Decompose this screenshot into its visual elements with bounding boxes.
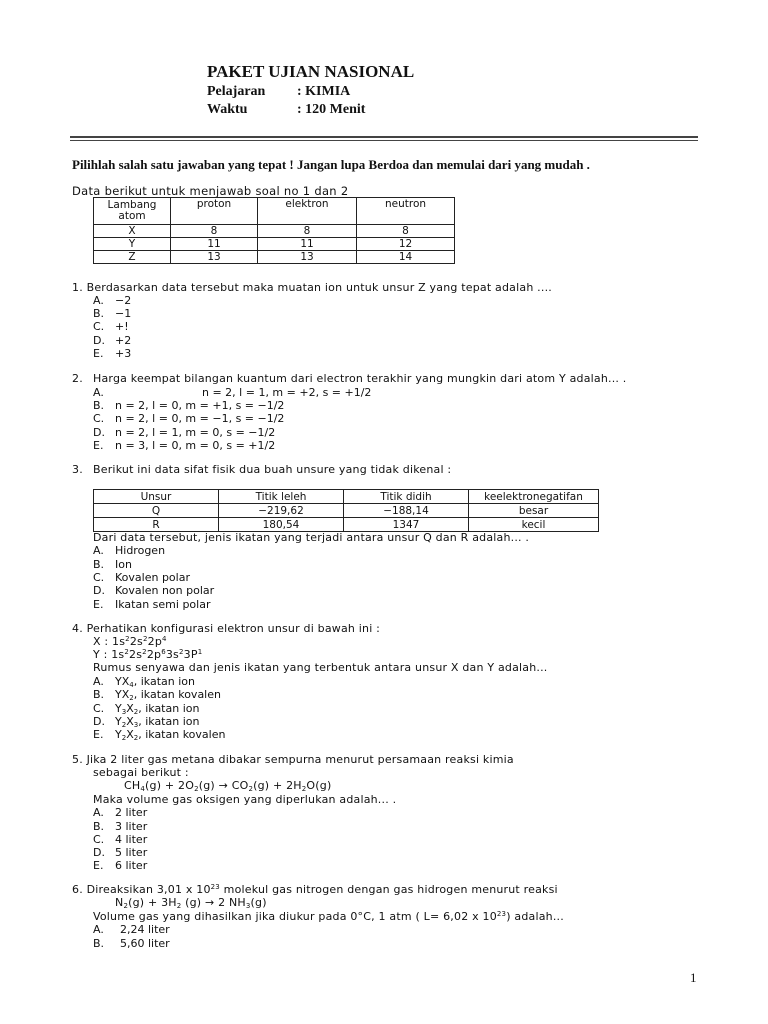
option-text: 2,24 liter (120, 923, 170, 936)
question-2-number: 2. (72, 372, 83, 385)
option-text: 5,60 liter (120, 937, 170, 950)
option-letter: A. (93, 806, 104, 819)
question-3-number: 3. (72, 463, 83, 476)
table-cell: 11 (258, 238, 357, 251)
option-text: n = 2, l = 1, m = +2, s = +1/2 (202, 386, 372, 399)
option-letter: A. (93, 294, 104, 307)
subject-value: : KIMIA (297, 84, 351, 99)
data-intro: Data berikut untuk menjawab soal no 1 dan 2 (72, 184, 349, 198)
option-text: +! (115, 320, 129, 333)
table-header-cell: Unsur (94, 490, 219, 504)
question-1-text: 1. Berdasarkan data tersebut maka muatan ion untuk unsur Z yang tepat adalah .... (72, 281, 552, 294)
option-text: n = 3, l = 0, m = 0, s = +1/2 (115, 439, 276, 452)
option-text: +3 (115, 347, 132, 360)
question-5-line2: sebagai berikut : (93, 766, 189, 779)
table-header-row (94, 490, 599, 504)
table-cell: 13 (258, 251, 357, 264)
option-text: $YX_4$, ikatan ion (115, 675, 195, 689)
option-text: +2 (115, 334, 132, 347)
header-divider (70, 136, 698, 138)
q6-question-a: Volume gas yang dihasilkan jika diukur pada 0°C, 1 atm ( L= 6,02 x 10 (93, 910, 497, 923)
option-a: A. (93, 675, 104, 688)
q6-exponent: 23 (210, 883, 220, 891)
config-x: X : $1s^22s^22p^4$ (93, 635, 167, 648)
question-3-text: Berikut ini data sifat fisik dua buah unsure yang tidak dikenal : (93, 463, 452, 476)
table-cell: Y (94, 238, 171, 251)
option-e: E. (93, 728, 104, 741)
question-2-text: Harga keempat bilangan kuantum dari electron terakhir yang mungkin dari atom Y adalah... . (93, 372, 627, 385)
table-cell: 8 (357, 225, 455, 238)
table-header-cell: Titik leleh (219, 490, 344, 504)
table-header-row (94, 198, 455, 225)
table-header-cell: Lambang atom (94, 198, 171, 225)
config-y: Y : $1s^22s^22p^63s^23P^1$ (93, 648, 203, 661)
table-cell: besar (469, 504, 599, 518)
option-letter: C. (93, 571, 105, 584)
option-text: 2 liter (115, 806, 148, 819)
header-divider-thin (70, 140, 698, 141)
table-row (94, 225, 455, 238)
exam-title: PAKET UJIAN NASIONAL (207, 62, 415, 81)
option-letter: D. (93, 584, 105, 597)
table-row (94, 518, 599, 532)
table-cell: 1347 (344, 518, 469, 532)
bond-type: , ikatan kovalen (133, 688, 221, 701)
config-y-label: Y : 1s (93, 648, 125, 661)
option-b: B. (93, 688, 105, 701)
table-header-cell: proton (171, 198, 258, 225)
time-value: : 120 Menit (297, 102, 366, 117)
option-text: −1 (115, 307, 132, 320)
option-letter: A. (93, 386, 104, 399)
table-header-cell: neutron (357, 198, 455, 225)
question-4-text: 4. Perhatikan konfigurasi elektron unsur di bawah ini : (72, 622, 381, 635)
table-row (94, 251, 455, 264)
q6-line1-b: molekul gas nitrogen dengan gas hidrogen menurut reaksi (219, 883, 558, 896)
time-label: Waktu (207, 102, 248, 117)
option-text: $Y_3X_2$, ikatan ion (115, 702, 200, 716)
table-header-cell: keelektronegatifan (469, 490, 599, 504)
table-row (94, 504, 599, 518)
table-row (94, 238, 455, 251)
option-letter: B. (93, 399, 105, 412)
table-cell: 8 (258, 225, 357, 238)
table-cell: kecil (469, 518, 599, 532)
table-cell: 180,54 (219, 518, 344, 532)
option-text: $Y_2X_3$, ikatan ion (115, 715, 200, 729)
table-cell: Z (94, 251, 171, 264)
question-4-question: Rumus senyawa dan jenis ikatan yang terbentuk antara unsur X dan Y adalah... (93, 661, 548, 674)
option-c: C. (93, 702, 105, 715)
option-text: −2 (115, 294, 132, 307)
question-5-line1: 5. Jika 2 liter gas metana dibakar sempurna menurut persamaan reaksi kimia (72, 753, 514, 766)
option-letter: E. (93, 347, 104, 360)
table-cell: −219,62 (219, 504, 344, 518)
table-cell: 11 (171, 238, 258, 251)
table-cell: 12 (357, 238, 455, 251)
table-cell: X (94, 225, 171, 238)
option-letter: B. (93, 937, 105, 950)
option-text: Ikatan semi polar (115, 598, 211, 611)
option-text: 3 liter (115, 820, 148, 833)
option-text: Kovalen polar (115, 571, 190, 584)
option-text: $YX_2$, ikatan kovalen (115, 688, 221, 702)
subject-label: Pelajaran (207, 84, 266, 99)
option-letter: A. (93, 544, 104, 557)
question-3-after: Dari data tersebut, jenis ikatan yang terjadi antara unsur Q dan R adalah... . (93, 531, 530, 544)
option-text: Hidrogen (115, 544, 166, 557)
option-letter: E. (93, 439, 104, 452)
reaction-equation-2: $N_2(g) + 3H_2$ (g) → 2 $NH_3(g)$ (115, 896, 267, 910)
bond-type: , ikatan ion (133, 675, 195, 688)
bond-type: , ikatan kovalen (138, 728, 226, 741)
option-letter: B. (93, 307, 105, 320)
config-x-label: X : 1s (93, 635, 126, 648)
option-letter: B. (93, 820, 105, 833)
option-text: n = 2, l = 0, m = +1, s = −1/2 (115, 399, 285, 412)
table-header-cell: elektron (258, 198, 357, 225)
option-text: 6 liter (115, 859, 148, 872)
option-text: n = 2, l = 1, m = 0, s = −1/2 (115, 426, 276, 439)
option-letter: E. (93, 598, 104, 611)
table-cell: Q (94, 504, 219, 518)
option-d: D. (93, 715, 105, 728)
table-cell: −188,14 (344, 504, 469, 518)
option-text: 5 liter (115, 846, 148, 859)
option-text: 4 liter (115, 833, 148, 846)
option-text: $Y_2X_2$, ikatan kovalen (115, 728, 226, 742)
bond-type: , ikatan ion (138, 715, 200, 728)
option-letter: C. (93, 833, 105, 846)
question-5-question: Maka volume gas oksigen yang diperlukan adalah... . (93, 793, 397, 806)
option-letter: D. (93, 334, 105, 347)
q6-line1-a: 6. Direaksikan 3,01 x 10 (72, 883, 211, 896)
option-letter: D. (93, 426, 105, 439)
option-letter: D. (93, 846, 105, 859)
question-6-line1 (72, 883, 558, 896)
q6-question-exponent: 23 (496, 910, 507, 918)
option-text: Ion (115, 558, 132, 571)
option-letter: A. (93, 923, 104, 936)
table-cell: 8 (171, 225, 258, 238)
question-6-question (93, 910, 564, 923)
element-properties-table (93, 489, 599, 532)
table-header-cell: Titik didih (344, 490, 469, 504)
option-text: n = 2, l = 0, m = −1, s = −1/2 (115, 412, 285, 425)
table-cell: R (94, 518, 219, 532)
page-number: 1 (690, 970, 697, 985)
option-text: Kovalen non polar (115, 584, 215, 597)
option-letter: C. (93, 412, 105, 425)
option-letter: B. (93, 558, 105, 571)
atom-data-table (93, 197, 455, 264)
bond-type: , ikatan ion (138, 702, 200, 715)
option-letter: E. (93, 859, 104, 872)
instructions: Pilihlah salah satu jawaban yang tepat ! Jangan lupa Berdoa dan memulai dari yang mudah . (72, 157, 590, 172)
reaction-equation: $CH_4(g) + 2O_2(g) \to CO_2(g) + 2H_2O(g)$ (124, 779, 332, 793)
q6-question-b: ) adalah... (506, 910, 564, 923)
table-cell: 13 (171, 251, 258, 264)
table-cell: 14 (357, 251, 455, 264)
option-letter: C. (93, 320, 105, 333)
